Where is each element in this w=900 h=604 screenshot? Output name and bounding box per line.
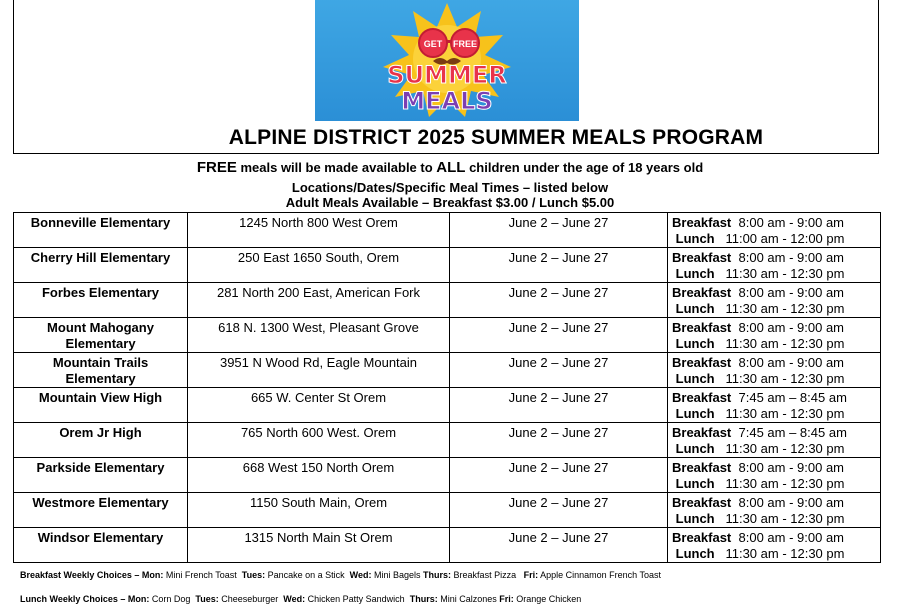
site-address: 1245 North 800 West Orem [188, 213, 450, 248]
breakfast-time: 7:45 am – 8:45 am [738, 425, 847, 440]
lunch-weekly-choices [20, 594, 581, 604]
lunch-time: 11:30 am - 12:30 pm [725, 301, 845, 316]
site-meal-times [668, 423, 881, 458]
breakfast-time: 7:45 am – 8:45 am [738, 390, 847, 405]
weekday-label: Thurs: [423, 570, 452, 580]
breakfast-time: 8:00 am - 9:00 am [738, 285, 844, 300]
lunch-time-line [672, 511, 876, 527]
breakfast-label: Breakfast [672, 390, 732, 405]
site-name: Mountain View High [14, 388, 188, 423]
site-meal-times [668, 283, 881, 318]
table-row [14, 353, 881, 388]
weekday-label: Wed: [283, 594, 306, 604]
weekday-label: Fri: [523, 570, 539, 580]
lunch-label: Lunch [675, 231, 715, 246]
weekday-label: Fri: [499, 594, 514, 604]
lunch-time-line [672, 231, 876, 247]
header-box [13, 0, 879, 154]
weekday-item: Mini French Toast [163, 570, 242, 580]
weekday-item: Breakfast Pizza [451, 570, 524, 580]
intro-line-1-middle: meals will be made available to [236, 160, 437, 175]
site-name: Forbes Elementary [14, 283, 188, 318]
breakfast-time-line [672, 215, 876, 231]
site-dates: June 2 – June 27 [450, 388, 668, 423]
lunch-time: 11:30 am - 12:30 pm [725, 441, 845, 456]
site-address: 618 N. 1300 West, Pleasant Grove [188, 318, 450, 353]
breakfast-time-line [672, 285, 876, 301]
site-meal-times [668, 493, 881, 528]
breakfast-weekly-label: Breakfast Weekly Choices – [20, 570, 142, 580]
breakfast-time-line [672, 355, 876, 371]
site-name: Cherry Hill Elementary [14, 248, 188, 283]
weekday-item: Apple Cinnamon French Toast [538, 570, 661, 580]
lunch-time-line [672, 336, 876, 352]
table-row [14, 248, 881, 283]
site-name: Orem Jr High [14, 423, 188, 458]
site-dates: June 2 – June 27 [450, 458, 668, 493]
site-dates: June 2 – June 27 [450, 423, 668, 458]
lunch-time-line [672, 476, 876, 492]
breakfast-time: 8:00 am - 9:00 am [738, 215, 844, 230]
table-row [14, 213, 881, 248]
weekday-label: Tues: [195, 594, 219, 604]
lunch-label: Lunch [675, 336, 715, 351]
site-meal-times [668, 458, 881, 493]
breakfast-weekly-choices [20, 570, 661, 580]
table-row [14, 458, 881, 493]
breakfast-label: Breakfast [672, 460, 732, 475]
weekday-label: Thurs: [409, 594, 438, 604]
lunch-weekly-label: Lunch Weekly Choices – [20, 594, 128, 604]
lunch-time-line [672, 266, 876, 282]
breakfast-label: Breakfast [672, 530, 732, 545]
breakfast-time-line [672, 390, 876, 406]
breakfast-label: Breakfast [672, 495, 732, 510]
site-dates: June 2 – June 27 [450, 213, 668, 248]
breakfast-label: Breakfast [672, 355, 732, 370]
lunch-label: Lunch [675, 406, 715, 421]
site-meal-times [668, 248, 881, 283]
site-address: 665 W. Center St Orem [188, 388, 450, 423]
site-meal-times [668, 388, 881, 423]
lunch-time: 11:30 am - 12:30 pm [725, 476, 845, 491]
intro-line-1 [0, 159, 900, 176]
site-address: 1150 South Main, Orem [188, 493, 450, 528]
site-name: Bonneville Elementary [14, 213, 188, 248]
meal-sites-table [13, 212, 881, 563]
site-address: 3951 N Wood Rd, Eagle Mountain [188, 353, 450, 388]
site-dates: June 2 – June 27 [450, 353, 668, 388]
site-meal-times [668, 318, 881, 353]
table-row [14, 283, 881, 318]
summer-meals-logo [315, 0, 579, 121]
lunch-time-line [672, 301, 876, 317]
breakfast-label: Breakfast [672, 285, 732, 300]
breakfast-time-line [672, 495, 876, 511]
table-row [14, 423, 881, 458]
site-name: Parkside Elementary [14, 458, 188, 493]
breakfast-time-line [672, 460, 876, 476]
intro-line-3: Adult Meals Available – Breakfast $3.00 / Lunch $5.00 [285, 195, 615, 210]
page-title: ALPINE DISTRICT 2025 SUMMER MEALS PROGRAM [228, 126, 764, 149]
site-name: Windsor Elementary [14, 528, 188, 563]
site-dates: June 2 – June 27 [450, 318, 668, 353]
breakfast-label: Breakfast [672, 425, 732, 440]
breakfast-time: 8:00 am - 9:00 am [738, 320, 844, 335]
breakfast-time: 8:00 am - 9:00 am [738, 495, 844, 510]
weekday-item: Mini Calzones [437, 594, 500, 604]
lunch-label: Lunch [675, 371, 715, 386]
badge-left-text: GET [423, 39, 443, 49]
weekday-label: Mon: [141, 570, 164, 580]
lunch-time-line [672, 371, 876, 387]
lunch-time-line [672, 441, 876, 457]
site-name: Mountain Trails Elementary [14, 353, 188, 388]
logo-word-summer: SUMMER [387, 61, 507, 89]
all-word: ALL [436, 159, 466, 176]
breakfast-time-line [672, 320, 876, 336]
site-meal-times [668, 213, 881, 248]
lunch-time-line [672, 406, 876, 422]
breakfast-time: 8:00 am - 9:00 am [738, 460, 844, 475]
weekday-label: Wed: [349, 570, 372, 580]
table-row [14, 388, 881, 423]
logo-word-meals: MEALS [401, 87, 493, 115]
free-word: FREE [196, 159, 237, 176]
site-address: 1315 North Main St Orem [188, 528, 450, 563]
breakfast-time: 8:00 am - 9:00 am [738, 355, 844, 370]
breakfast-label: Breakfast [672, 250, 732, 265]
lunch-label: Lunch [675, 441, 715, 456]
breakfast-label: Breakfast [672, 215, 732, 230]
lunch-label: Lunch [675, 266, 715, 281]
weekday-item: Pancake on a Stick [265, 570, 350, 580]
site-meal-times [668, 353, 881, 388]
site-address: 668 West 150 North Orem [188, 458, 450, 493]
site-address: 765 North 600 West. Orem [188, 423, 450, 458]
site-name: Westmore Elementary [14, 493, 188, 528]
lunch-time: 11:30 am - 12:30 pm [725, 336, 845, 351]
lunch-time: 11:30 am - 12:30 pm [725, 511, 845, 526]
intro-line-1-end: children under the age of 18 years old [465, 160, 704, 175]
lunch-label: Lunch [675, 301, 715, 316]
site-name: Mount Mahogany Elementary [14, 318, 188, 353]
lunch-time: 11:30 am - 12:30 pm [725, 266, 845, 281]
weekday-item: Cheeseburger [218, 594, 284, 604]
weekday-item: Chicken Patty Sandwich [305, 594, 410, 604]
lunch-label: Lunch [675, 546, 715, 561]
lunch-time: 11:30 am - 12:30 pm [725, 406, 845, 421]
breakfast-label: Breakfast [672, 320, 732, 335]
badge-right-text: FREE [452, 39, 478, 49]
table-row [14, 318, 881, 353]
site-meal-times [668, 528, 881, 563]
weekday-label: Tues: [241, 570, 266, 580]
breakfast-time-line [672, 250, 876, 266]
site-address: 250 East 1650 South, Orem [188, 248, 450, 283]
table-row [14, 528, 881, 563]
weekday-item: Orange Chicken [513, 594, 582, 604]
breakfast-time: 8:00 am - 9:00 am [738, 530, 844, 545]
lunch-time: 11:30 am - 12:30 pm [725, 546, 845, 561]
site-dates: June 2 – June 27 [450, 248, 668, 283]
weekday-item: Corn Dog [149, 594, 196, 604]
site-dates: June 2 – June 27 [450, 493, 668, 528]
breakfast-time: 8:00 am - 9:00 am [738, 250, 844, 265]
lunch-label: Lunch [675, 511, 715, 526]
table-row [14, 493, 881, 528]
lunch-time-line [672, 546, 876, 562]
breakfast-time-line [672, 425, 876, 441]
weekday-label: Mon: [127, 594, 150, 604]
intro-line-2: Locations/Dates/Specific Meal Times – listed below [291, 180, 609, 195]
lunch-time: 11:00 am - 12:00 pm [725, 231, 845, 246]
weekday-item: Mini Bagels [371, 570, 424, 580]
lunch-label: Lunch [675, 476, 715, 491]
breakfast-time-line [672, 530, 876, 546]
site-dates: June 2 – June 27 [450, 528, 668, 563]
sun-logo-graphic [315, 0, 579, 121]
lunch-time: 11:30 am - 12:30 pm [725, 371, 845, 386]
site-dates: June 2 – June 27 [450, 283, 668, 318]
site-address: 281 North 200 East, American Fork [188, 283, 450, 318]
